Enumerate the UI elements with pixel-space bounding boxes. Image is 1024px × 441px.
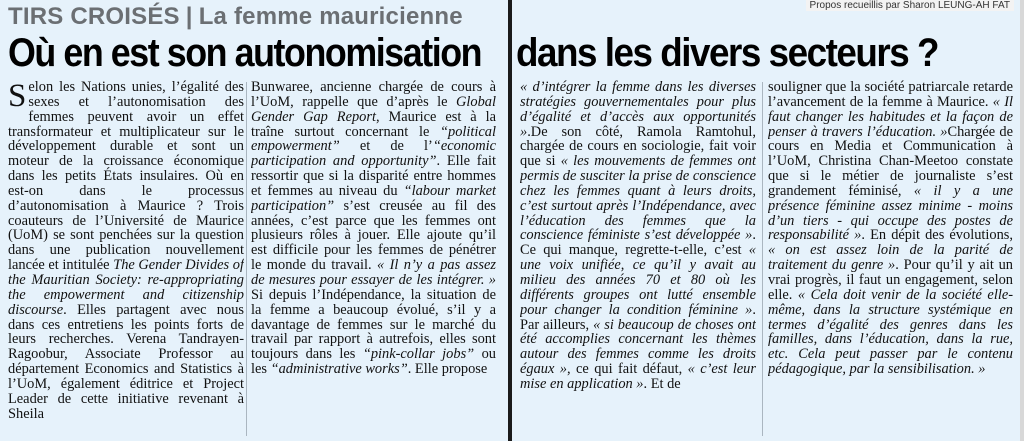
quote: « Il n’y a pas assez de mesures pour essayer de les intégrer. » [251,257,496,288]
italic-run: “pink-collar jobs” [362,346,475,363]
text-run: . Et de [643,375,681,392]
text-run: , Maurice est à la traîne surtout concernant le [251,108,496,140]
text-run: , ce qui fait défaut, [566,361,688,378]
article-column-3 [520,80,756,438]
text-run: . En dépit des évolutions, [861,227,1013,244]
quote: « si beaucoup de choses ont été accomplies concernant les thèmes autour des femmes comme les droits égaux » [520,316,756,378]
headline-part2: dans les divers secteurs ? [516,31,938,75]
kicker-section: TIRS CROISÉS [8,3,180,30]
book-title: The Gender Divides of the Mauritian Society: re-appropriating the empowerment and citizenship discourse [8,257,244,318]
text-run: souligner que la société patriarcale retarde l’avancement de la femme à Maurice. [768,80,1013,110]
text-run: ou les [251,346,496,378]
text-run: Bunwaree, ancienne chargée de cours à l’UoM, rappelle que d’après le [251,80,496,110]
italic-run: “administrative works” [270,361,408,378]
italic-run: “economic participation and opportunity” [251,138,496,170]
text-run: . Elle fait ressortir que si la disparité entre hommes et femmes au niveau du [251,153,496,199]
headline-part1: Où en est son autonomisation [8,31,482,75]
quote: « d’intégrer la femme dans les diverses stratégies gouvernementales pour plus d’égalité et d’accès aux opportunités » [520,80,756,140]
article-column-1 [8,80,244,438]
text-run: Chargée de cours en Media et Communication à l’UoM, Christina Chan-Meetoo constate que si le métier de journaliste s’est grandement féminisé, [768,123,1013,199]
text-run: .De son côté, Ramola Ramtohul, chargée de cours en sociologie, fait voir que si [520,123,756,170]
text-run: . Elle propose [407,361,488,378]
quote: « une voix unifiée, ce qu’il y avait au milieu des années 70 et 80 où les différents groupes ont lutté ensemble pour changer la condition féminine » [520,242,756,318]
paragraph [8,80,244,421]
text-run: . Pour qu’il y ait un vrai progrès, il faut un engagement, selon elle. [768,257,1013,303]
quote: « les mouvements de femmes ont permis de susciter la prise de conscience chez les femmes quant à leurs droits, c’est surtout après l’Indépendance, avec l’éducation des femmes que la conscience féministe s’est développée » [520,153,756,244]
section-kicker [8,3,463,31]
drop-cap: S [8,80,27,114]
quote: « Il faut changer les habitudes et la façon de penser à travers l’éducation. » [768,93,1013,140]
quote: « il y a une présence féminine assez minime - moins d’un tiers - qui occupe des postes de responsabilité » [768,182,1013,244]
author-credit: Propos recueillis par Sharon LEUNG-AH FAT [806,0,1014,11]
italic-run: Global Gender Gap Report [251,93,496,125]
text-run: Si depuis l’Indépendance, la situation de la femme a beaucoup évolué, s’il y a davantage de femmes sur le marché du travail par rapport à autrefois, elles sont toujours dans les [251,286,496,363]
column-rule [762,82,763,436]
text-run: s’est creusée au fil des années, c’est parce que les femmes ont plusieurs rôles à jouer. Elle ajoute qu’il est difficile pour les femmes de pénétrer le monde du travail. [251,197,496,274]
paragraph [520,80,756,392]
text-run: . Ce qui manque, regrette-t-elle, c’est [520,227,756,259]
italic-run: “labour market participation” [251,182,496,214]
paragraph [768,80,1013,377]
text-run: . Par ailleurs, [520,301,756,333]
article-column-4 [768,80,1013,438]
paragraph [251,80,496,377]
article-column-2 [251,80,496,438]
kicker-separator: | [185,3,193,30]
quote: « Cela doit venir de la société elle-même, dans la structure systémique en termes d’égalité des genres dans les familles, dans l’éducation, dans la rue, etc. Cela peut passer par le contenu pédagogique, par la sensibilisation. » [768,286,1013,378]
text-run: et de l’ [339,138,433,155]
text-run: . Elles partagent avec nous dans ces entretiens les points forts de leurs recherches. Verena Tandrayen-Ragoobur, Associate Professor au département Economics and Statistics à l’UoM, également éditrice et Project Leader de cette initiative revenant à Sheila [8,301,244,422]
column-rule [246,82,247,436]
quote: « on est assez loin de la parité de traitement du genre » [768,242,1013,274]
quote: « c’est leur mise en application » [520,361,756,392]
text-run: elon les Nations unies, l’égalité des sexes et l’autonomisation des femmes peuvent avoir un effet transformateur et multiplicateur sur le développement durable et sont un moteur de la croissance économique dans les petits États insulaires. Où en est-on dans le processus d’autonomisation à Maurice ? Trois coauteurs de l’Université de Maurice (UoM) se sont penchées sur la question dans une publication nouvellement lancée et intitulée [8,80,244,274]
italic-run: “political empowerment” [251,123,496,155]
kicker-topic: La femme mauricienne [198,3,463,30]
page-edge [1020,0,1024,441]
